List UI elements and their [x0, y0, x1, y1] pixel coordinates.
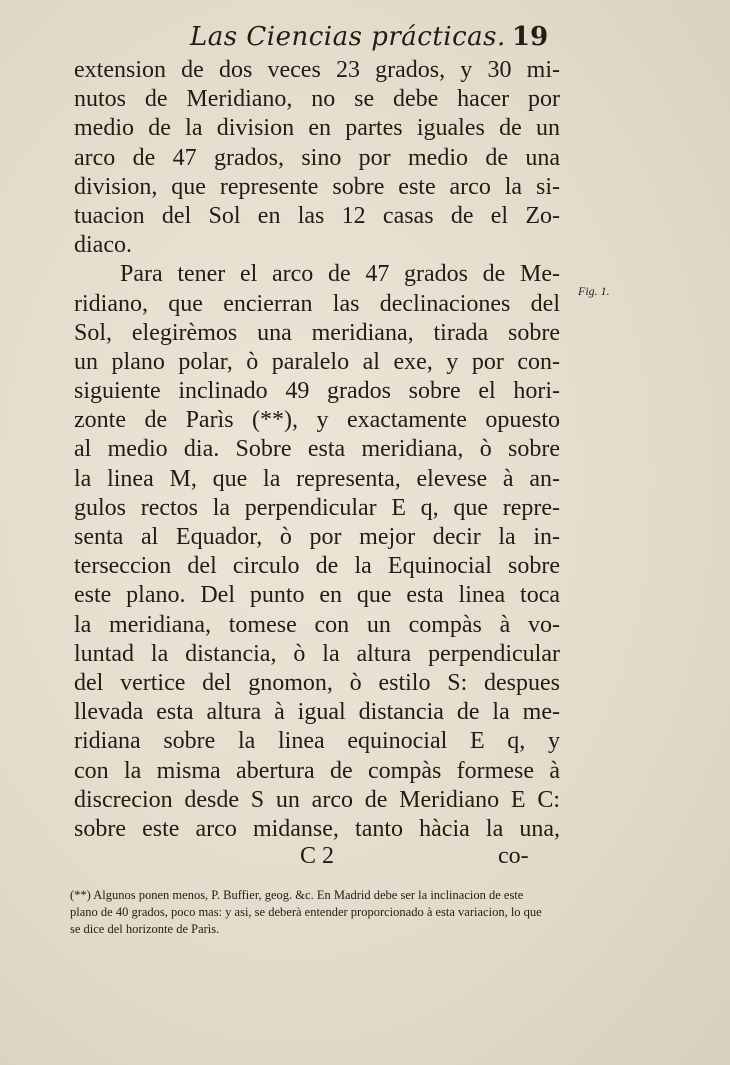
text-line: terseccion del circulo de la Equinocial sobre: [74, 553, 560, 580]
text-line: ridiana sobre la linea equinocial E q, y: [74, 728, 560, 755]
text-line: nutos de Meridiano, no se debe hacer por: [74, 86, 560, 113]
text-line: al medio dia. Sobre esta meridiana, ò sobre: [74, 436, 560, 463]
text-line: arco de 47 grados, sino por medio de una: [74, 144, 560, 171]
page-header: [0, 22, 730, 56]
text-line: zonte de Parìs (**), y exactamente opuesto: [74, 407, 560, 434]
text-line: este plano. Del punto en que esta linea toca: [74, 582, 560, 609]
text-line: medio de la division en partes iguales de un: [74, 115, 560, 142]
text-line: senta al Equador, ò por mejor decir la in-: [74, 524, 560, 550]
figure-reference-note: Fig. 1.: [578, 284, 610, 298]
footnote: (**) Algunos ponen menos, P. Buffier, geog. &c. En Madrid debe ser la inclinacion de este plano de 40 grados, poco mas: y asi, se deberà entender proporcionado à esta variacion, lo que se dice del horizonte de Parìs.: [70, 888, 542, 936]
text-line: division, que represente sobre este arco la si-: [74, 173, 560, 200]
text-line: del vertice del gnomon, ò estilo S: despues: [74, 669, 560, 696]
text-line: discrecion desde S un arco de Meridiano E C:: [74, 786, 560, 813]
text-line: la linea M, que la representa, elevese à an-: [74, 465, 560, 492]
text-line: gulos rectos la perpendicular E q, que repre-: [74, 494, 560, 521]
text-line: siguiente inclinado 49 grados sobre el hori-: [74, 378, 560, 405]
text-line: tuacion del Sol en las 12 casas de el Zo-: [74, 202, 560, 229]
text-line: la meridiana, tomese con un compàs à vo-: [74, 611, 560, 638]
signature-mark: C 2: [300, 843, 335, 869]
catchword: co-: [498, 843, 529, 869]
text-line: luntad la distancia, ò la altura perpendicular: [74, 640, 560, 667]
text-line: llevada esta altura à igual distancia de la me-: [74, 699, 560, 726]
main-text: [74, 56, 560, 844]
text-line: con la misma abertura de compàs formese à: [74, 757, 560, 784]
paragraph-first-line: Para tener el arco de 47 grados de Me-: [120, 261, 560, 288]
page-number: 19: [512, 22, 549, 52]
text-line: diaco.: [74, 232, 132, 259]
text-line: ridiano, que encierran las declinaciones del: [74, 290, 560, 317]
text-line: sobre este arco midanse, tanto hàcia la una,: [74, 815, 560, 842]
text-line: Sol, elegirèmos una meridiana, tirada sobre: [74, 319, 560, 346]
running-title: Las Ciencias prácticas.: [190, 22, 506, 52]
signature-line: [74, 843, 560, 873]
text-line: extension de dos veces 23 grados, y 30 mi-: [74, 57, 560, 83]
text-line: un plano polar, ò paralelo al exe, y por con-: [74, 348, 560, 375]
